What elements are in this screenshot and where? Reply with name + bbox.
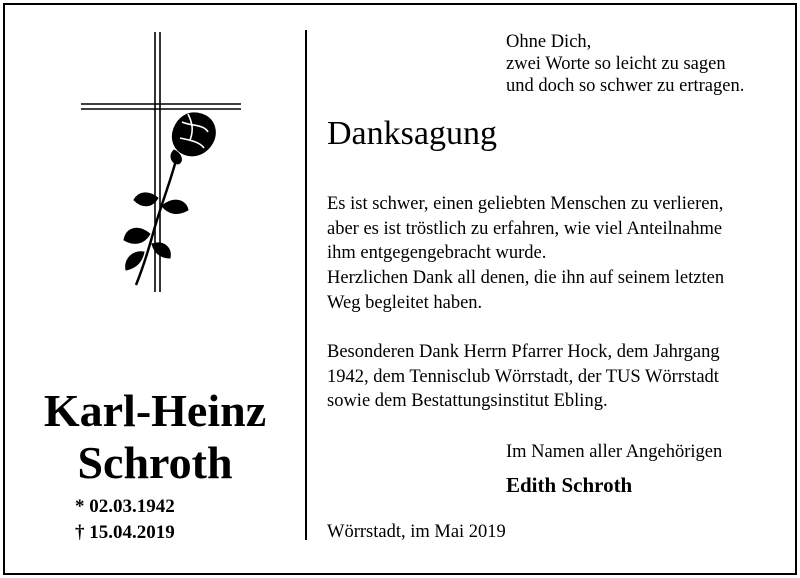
- deceased-first-name: Karl-Heinz: [43, 385, 267, 436]
- signature-name: Edith Schroth: [506, 473, 633, 497]
- poem-quote: Ohne Dich, zwei Worte so leicht zu sagen und doch so schwer zu ertragen.: [506, 32, 745, 96]
- signature-label: Im Namen aller Angehörigen: [506, 442, 723, 462]
- thanks-paragraph: Herzlichen Dank all denen, die ihn auf seinem letzten Weg begleitet haben.: [327, 268, 725, 313]
- cross-with-rose-icon: [76, 30, 246, 295]
- death-date: † 15.04.2019: [75, 522, 175, 543]
- notice-heading: Danksagung: [327, 115, 497, 152]
- place-and-date: Wörrstadt, im Mai 2019: [327, 522, 506, 542]
- thanks-paragraph: Es ist schwer, einen geliebten Menschen zu verlieren, aber es ist tröstlich zu erfahren, wie viel Anteilnahme ihm entgegengebracht wurde.: [327, 194, 724, 263]
- birth-date: * 02.03.1942: [75, 496, 175, 517]
- thanks-paragraph: Besonderen Dank Herrn Pfarrer Hock, dem Jahrgang 1942, dem Tennisclub Wörrstadt, der TUS Wörrstadt sowie dem Bestattungsinstitut Ebling.: [327, 342, 720, 411]
- deceased-last-name: Schroth: [77, 437, 233, 488]
